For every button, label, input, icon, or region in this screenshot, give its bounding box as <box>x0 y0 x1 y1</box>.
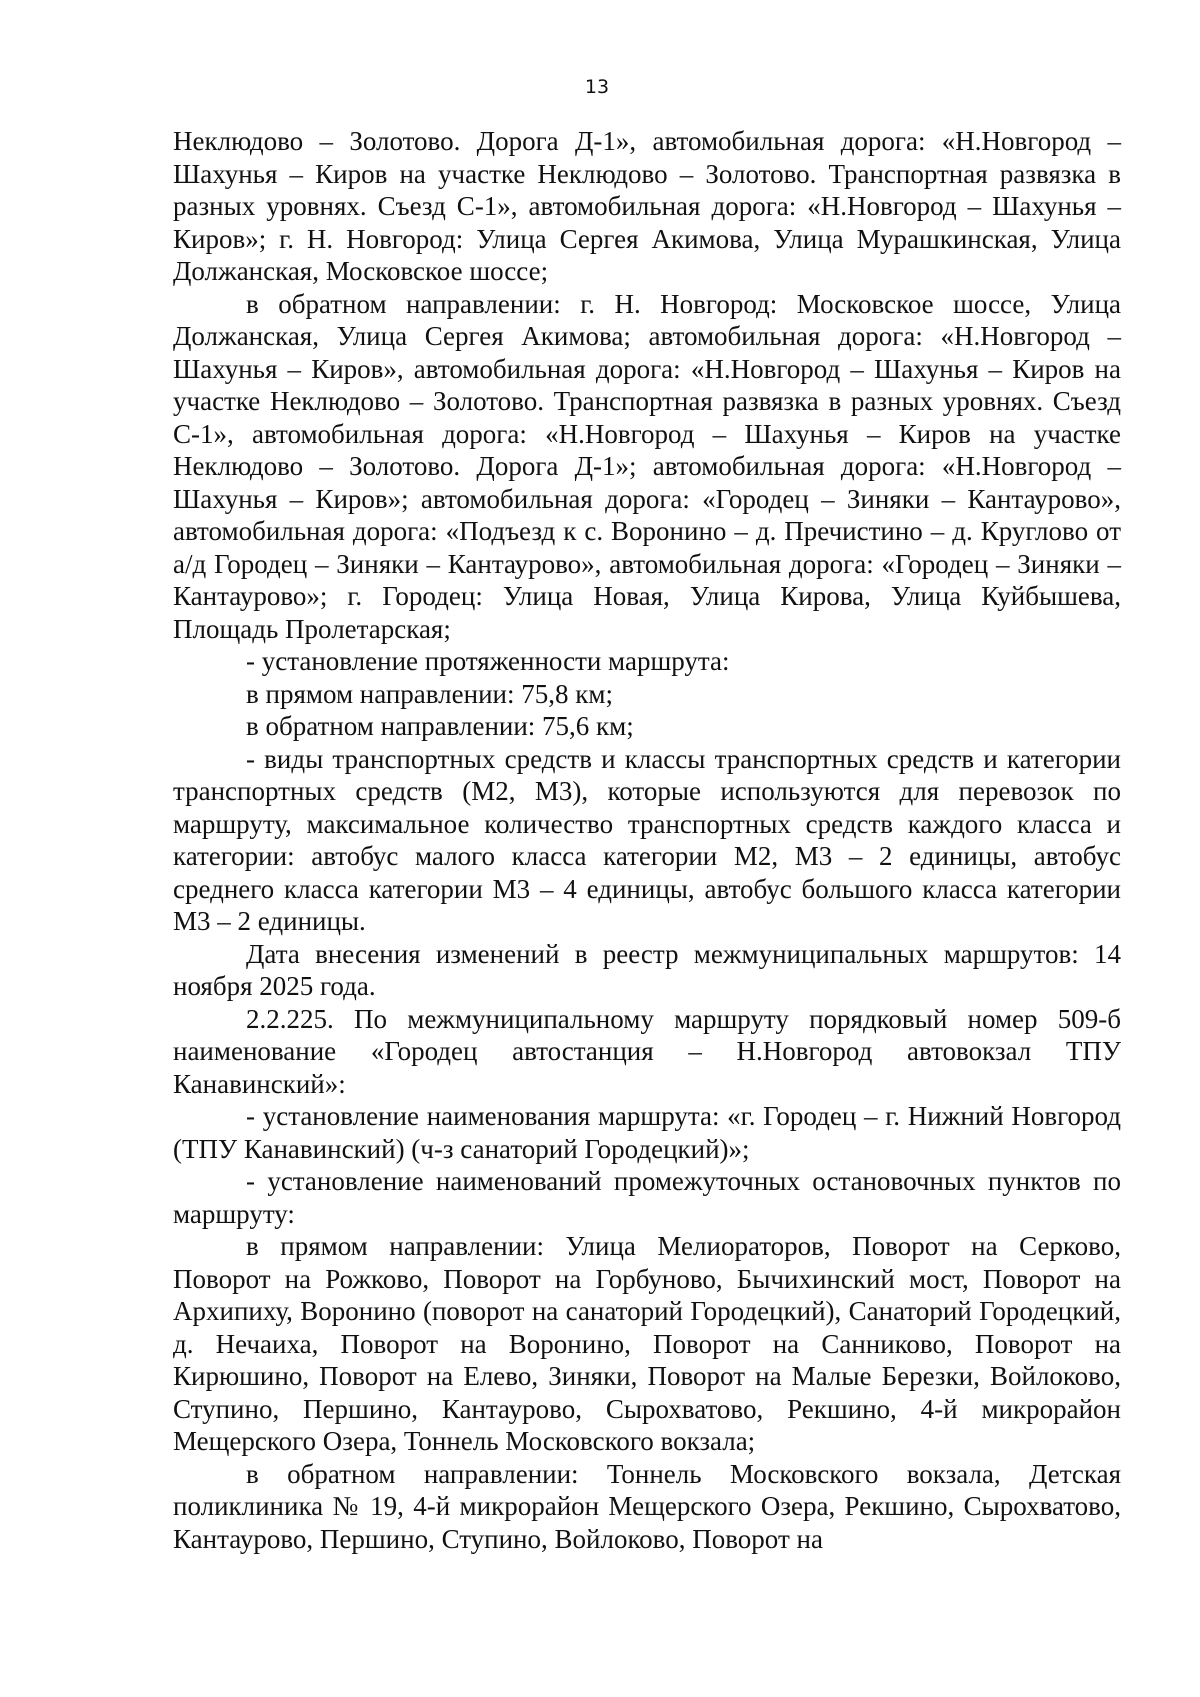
paragraph-registry-date: Дата внесения изменений в реестр межмуниципальных маршрутов: 14 ноября 2025 года. <box>173 938 1121 1001</box>
paragraph-reverse-direction-roads: в обратном направлении: г. Н. Новгород: Московское шоссе, Улица Должанская, Улица Сергея Акимова; автомобильная дорога: «Н.Новгород – Шахунья – Киров», автомобильная дорога: «Н.Новгород – Шахунья – Киров на участке Неклюдово – Золотово. Транспортная развязка в разных уровнях. Съезд С-1», автомобильная дорога: «Н.Новгород – Шахунья – Киров на участке Неклюдово – Золотово. Дорога Д-1»; автомобильная дорога: «Н.Новгород – Шахунья – Киров»; автомобильная дорога: «Городец – Зиняки – Кантаурово», автомобильная дорога: «Подъезд к с. Воронино – д. Пречистино – д. Круглово от а/д Городец – Зиняки – Кантаурово», автомобильная дорога: «Городец – Зиняки – Кантаурово»; г. Городец: Улица Новая, Улица Кирова, Улица Куйбышева, Площадь Пролетарская; <box>173 288 1121 644</box>
paragraph-route-name: - установление наименования маршрута: «г. Городец – г. Нижний Новгород (ТПУ Канавинский) (ч-з санаторий Городецкий)»; <box>173 1101 1121 1164</box>
page-number: 13 <box>584 76 610 98</box>
paragraph-stops-reverse: в обратном направлении: Тоннель Московского вокзала, Детская поликлиника № 19, 4-й микрорайон Мещерского Озера, Рекшино, Сырохватово, Кантаурово, Першино, Ступино, Войлоково, Поворот на <box>173 1458 1121 1554</box>
paragraph-length-forward: в прямом направлении: 75,8 км; <box>246 678 613 709</box>
paragraph-length-reverse: в обратном направлении: 75,6 км; <box>246 711 634 741</box>
paragraph-vehicle-classes: - виды транспортных средств и классы транспортных средств и категории транспортных средств (М2, М3), которые используются для перевозок по маршруту, максимальное количество транспортных средств каждого класса и категории: автобус малого класса категории М2, М3 – 2 единицы, автобус среднего класса категории М3 – 4 единицы, автобус большого класса категории М3 – 2 единицы. <box>173 743 1121 936</box>
paragraph-stops-heading: - установление наименований промежуточных остановочных пунктов по маршруту: <box>173 1166 1121 1229</box>
paragraph-route-509b: 2.2.225. По межмуниципальному маршруту порядковый номер 509-б наименование «Городец автостанция – Н.Новгород автовокзал ТПУ Канавинский»: <box>173 1003 1121 1099</box>
paragraph-stops-forward: в прямом направлении: Улица Мелиораторов, Поворот на Серково, Поворот на Рожково, Поворот на Горбуново, Бычихинский мост, Поворот на Архипиху, Воронино (поворот на санаторий Городецкий), Санаторий Городецкий, д. Нечаиха, Поворот на Воронино, Поворот на Санниково, Поворот на Кирюшино, Поворот на Елево, Зиняки, Поворот на Малые Березки, Войлоково, Ступино, Першино, Кантаурово, Сырохватово, Рекшино, 4-й микрорайон Мещерского Озера, Тоннель Московского вокзала; <box>173 1231 1121 1456</box>
document-body <box>173 125 1121 1555</box>
paragraph-route-length-heading: - установление протяженности маршрута: <box>246 646 730 676</box>
paragraph-route-continuation: Неклюдово – Золотово. Дорога Д-1», автомобильная дорога: «Н.Новгород – Шахунья – Киров на участке Неклюдово – Золотово. Транспортная развязка в разных уровнях. Съезд С-1», автомобильная дорога: «Н.Новгород – Шахунья – Киров»; г. Н. Новгород: Улица Сергея Акимова, Улица Мурашкинская, Улица Должанская, Московское шоссе; <box>173 126 1121 286</box>
